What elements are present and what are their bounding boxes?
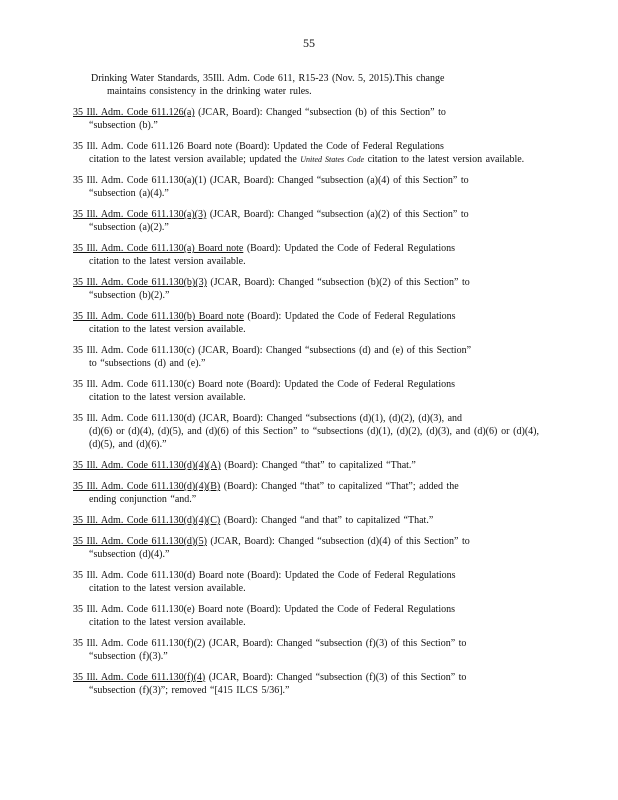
page-number: 55 — [303, 36, 315, 50]
change-entry — [73, 276, 539, 302]
change-description-continued — [73, 548, 539, 561]
change-description-continued — [73, 221, 539, 234]
continued-text: maintains consistency in the drinking water rules. — [107, 86, 312, 98]
citation-reference: 35 Ill. Adm. Code 611.130(f)(4) — [73, 671, 206, 683]
change-description: (JCAR, Board): Changed “subsection (a)(4) of this Section” to — [209, 175, 469, 186]
citation-reference: 35 Ill. Adm. Code 611.130(f)(2) — [73, 637, 206, 649]
change-entry — [73, 208, 539, 234]
change-description: Drinking Water Standards, 35Ill. Adm. Code 611, R15-23 (Nov. 5, 2015).This change — [91, 73, 445, 84]
change-description: (Board): Changed “that” to capitalized “That”; added the — [223, 481, 459, 492]
change-description: Board note (Board): Updated the Code of Federal Regulations — [187, 141, 444, 152]
change-entry — [73, 459, 539, 472]
change-entry — [73, 344, 539, 370]
change-entry — [73, 480, 539, 506]
change-description-continued — [73, 119, 539, 132]
change-description-continued — [73, 323, 539, 336]
change-description: (Board): Changed “that” to capitalized “That.” — [224, 460, 416, 472]
citation-reference: 35 Ill. Adm. Code 611.130(d) — [73, 413, 196, 424]
change-entry — [73, 603, 539, 629]
change-description: (Board): Updated the Code of Federal Regulations — [246, 243, 455, 254]
change-description: (JCAR, Board): Changed “subsection (f)(3) of this Section” to — [208, 671, 467, 683]
citation-reference: 35 Ill. Adm. Code 611.130(a)(3) — [73, 209, 207, 220]
continued-text: “subsection (f)(3).” — [89, 651, 168, 662]
change-description: Board note (Board): Updated the Code of Federal Regulations — [198, 379, 455, 390]
citation-reference: 35 Ill. Adm. Code 611.130(d)(4)(A) — [73, 460, 221, 472]
continued-text: citation to the latest version available. — [89, 392, 246, 404]
citation-reference: 35 Ill. Adm. Code 611.130(d)(4)(C) — [73, 515, 221, 526]
change-description: (JCAR, Board): Changed “subsections (d) and (e) of this Section” — [198, 345, 472, 356]
change-description-continued — [73, 289, 539, 302]
change-entry — [73, 72, 539, 98]
change-entry — [73, 535, 539, 561]
continued-text: citation to the latest version available. — [89, 617, 246, 628]
change-description: (Board): Updated the Code of Federal Regulations — [247, 311, 456, 322]
continued-text: “subsection (d)(4).” — [89, 549, 170, 560]
change-entry — [73, 174, 539, 200]
continued-text: citation to the latest version available. — [89, 256, 246, 268]
continued-text: “subsection (a)(2).” — [89, 222, 169, 234]
change-description: (JCAR, Board): Changed “subsection (b) of this Section” to — [198, 107, 446, 118]
change-description-continued — [73, 255, 539, 268]
change-entry — [73, 242, 539, 268]
change-description-continued — [73, 616, 539, 629]
citation-reference: 35 Ill. Adm. Code 611.130(c) — [73, 345, 195, 356]
change-description-continued — [73, 684, 539, 697]
change-entry — [73, 514, 539, 527]
citation-reference: 35 Ill. Adm. Code 611.130(a) Board note — [73, 243, 244, 254]
change-entry — [73, 106, 539, 132]
change-description: (JCAR, Board): Changed “subsection (b)(2) of this Section” to — [210, 277, 470, 288]
continued-text: “subsection (b).” — [89, 120, 158, 132]
change-description-continued — [73, 187, 539, 200]
citation-reference: 35 Ill. Adm. Code 611.126(a) — [73, 107, 195, 118]
change-description-continued — [73, 582, 539, 595]
continued-text: citation to the latest version available. — [89, 583, 246, 594]
continued-text-end: citation to the latest version available. — [364, 154, 525, 166]
change-entry — [73, 378, 539, 404]
continued-text: citation to the latest version available. — [89, 324, 246, 336]
change-description: Board note (Board): Updated the Code of Federal Regulations — [198, 569, 456, 581]
change-description-continued — [73, 650, 539, 663]
change-entry — [73, 140, 539, 166]
continued-text: “subsection (a)(4).” — [89, 188, 169, 200]
change-description-continued — [73, 391, 539, 404]
continued-text: (d)(6) or (d)(4), (d)(5), and (d)(6) of this Section” to “subsections (d)(1), (d)(2), (d)(3), and (d)(6) or (d)(4), (d)(5), and (d)(6).” — [89, 426, 539, 451]
citation-reference: 35 Ill. Adm. Code 611.130(c) — [73, 379, 195, 390]
change-entry — [73, 637, 539, 663]
change-description: (JCAR, Board): Changed “subsection (a)(2) of this Section” to — [209, 209, 469, 220]
change-description: (JCAR, Board): Changed “subsection (d)(4) of this Section” to — [210, 535, 470, 547]
continued-text: citation to the latest version available; updated the — [89, 154, 301, 166]
citation-reference: 35 Ill. Adm. Code 611.130(b)(3) — [73, 277, 207, 288]
citation-reference: 35 Ill. Adm. Code 611.130(d)(4)(B) — [73, 481, 221, 492]
change-entry — [73, 412, 539, 452]
change-entry — [73, 310, 539, 336]
citation-reference: 35 Ill. Adm. Code 611.130(a)(1) — [73, 175, 207, 186]
italic-citation: United States Code — [300, 155, 365, 165]
change-list — [73, 72, 539, 705]
change-description: Board note (Board): Updated the Code of Federal Regulations — [198, 603, 455, 615]
continued-text: ending conjunction “and.” — [89, 494, 197, 506]
continued-text: “subsection (f)(3)”; removed “[415 ILCS 5/36].” — [89, 685, 290, 696]
citation-reference: 35 Ill. Adm. Code 611.130(d)(5) — [73, 535, 207, 547]
change-description-continued — [73, 153, 539, 166]
change-description-continued — [91, 85, 539, 98]
change-entry — [73, 671, 539, 697]
continued-text: “subsection (b)(2).” — [89, 290, 170, 302]
change-description: (JCAR, Board): Changed “subsection (f)(3) of this Section” to — [208, 637, 467, 649]
citation-reference: 35 Ill. Adm. Code 611.130(b) Board note — [73, 311, 244, 322]
change-description-continued — [73, 425, 539, 451]
continued-text: to “subsections (d) and (e).” — [89, 358, 206, 370]
change-entry — [73, 569, 539, 595]
change-description-continued — [73, 357, 539, 370]
citation-reference: 35 Ill. Adm. Code 611.130(d) — [73, 569, 196, 581]
citation-reference: 35 Ill. Adm. Code 611.126 — [73, 141, 184, 152]
change-description: (JCAR, Board): Changed “subsections (d)(1), (d)(2), (d)(3), and — [198, 413, 463, 424]
change-description: (Board): Changed “and that” to capitalized “That.” — [223, 515, 434, 526]
citation-reference: 35 Ill. Adm. Code 611.130(e) — [73, 603, 195, 615]
change-description-continued — [73, 493, 539, 506]
